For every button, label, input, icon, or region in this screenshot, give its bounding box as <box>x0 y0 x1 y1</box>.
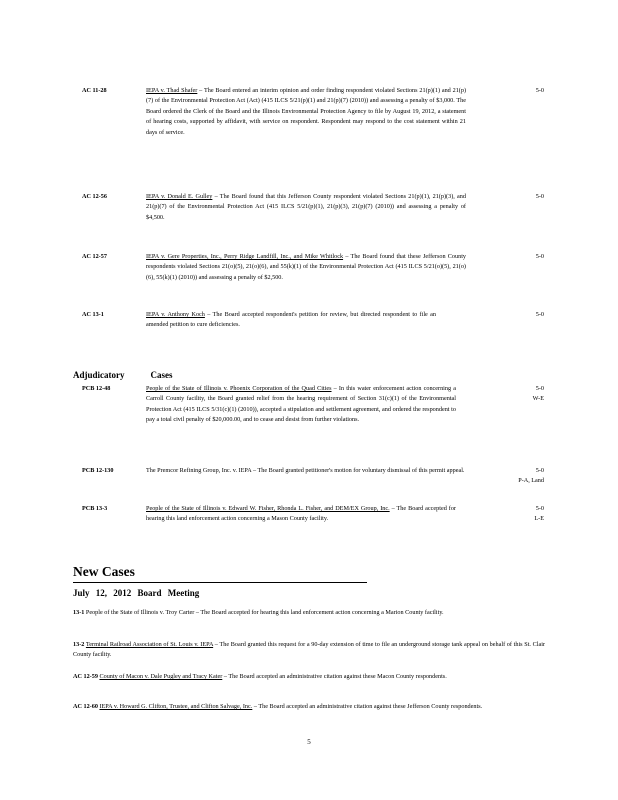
meeting-date-heading: July 12, 2012 Board Meeting <box>73 588 200 598</box>
case-entry <box>82 504 544 540</box>
vote-count: 5-0 <box>535 87 544 94</box>
case-entry <box>82 86 544 178</box>
vote-count: 5-0 <box>535 385 544 392</box>
case-number: AC 13-1 <box>82 311 104 318</box>
case-summary: People of the State of Illinois v. Phoenix Corporation of the Quad Cities – In this water enforcement action concerning a Carroll County facility, the Board granted relief from the hearing requirement of Section 31(c)(1) of the Environmental Protection Act (415 ILCS 5/31(c)(1) (2010)), accepted a stipulation and settlement agreement, and ordered the respondent to pay a total civil penalty of $20,000.00, and to cease and desist from further violations. <box>146 385 456 424</box>
case-caption: People of the State of Illinois v. Edward W. Fisher, Rhonda L. Fisher, and DEM/EX Group, Inc. <box>146 505 390 512</box>
case-entry <box>82 310 544 346</box>
case-caption: IEPA v. Thad Shafer <box>146 87 198 94</box>
vote-count: 5-0 <box>535 467 544 474</box>
case-number: 13-2 <box>73 641 85 648</box>
case-type: P-A, Land <box>518 477 544 484</box>
case-number: PCB 13-3 <box>82 505 108 512</box>
case-number: AC 12-57 <box>82 253 107 260</box>
case-caption: The Premcor Refining Group, Inc. v. IEPA <box>146 467 252 474</box>
vote-count: 5-0 <box>535 505 544 512</box>
case-number: PCB 12-48 <box>82 385 111 392</box>
case-number: 13-1 <box>73 609 85 616</box>
case-number: AC 11-28 <box>82 87 107 94</box>
case-number: AC 12-59 <box>73 673 98 680</box>
section-heading: Adjudicatory Cases <box>73 370 173 380</box>
case-summary: People of the State of Illinois v. Edward W. Fisher, Rhonda L. Fisher, and DEM/EX Group, Inc. – The Board accepted for hearing this land enforcement action concerning a Mason County facility. <box>146 505 456 523</box>
heading-rule <box>73 582 367 583</box>
case-caption: Terminal Railroad Association of St. Louis v. IEPA <box>85 641 214 648</box>
case-caption: County of Macon v. Dale Pugley and Tracy Kater <box>99 673 223 680</box>
case-caption: People of the State of Illinois v. Phoenix Corporation of the Quad Cities <box>146 385 332 392</box>
case-summary: IEPA v. Donald E. Gulley – The Board found that this Jefferson County respondent violated Sections 21(p)(1), 21(p)(3), and 21(p)(7) of the Environmental Protection Act (415 ILCS 5/21(p)(1), 21(p)(3), 21(p)(7) (2010)) and assessing a penalty of $4,500. <box>146 193 466 221</box>
vote-count: 5-0 <box>535 193 544 200</box>
case-caption: IEPA v. Howard G. Clifton, Trustee, and Clifton Salvage, Inc. <box>99 703 253 710</box>
case-caption: IEPA v. Gere Properties, Inc., Perry Ridge Landfill, Inc., and Mike Whitlock <box>146 253 344 260</box>
new-case-entry: 13-1 People of the State of Illinois v. Troy Carter – The Board accepted for hearing this land enforcement action concerning a Marion County facility. <box>73 609 444 616</box>
case-entry <box>82 384 544 454</box>
new-case-entry: AC 12-59 County of Macon v. Dale Pugley and Tracy Kater – The Board accepted an administrative citation against these Macon County respondents. <box>73 673 447 680</box>
case-entry <box>82 192 544 242</box>
new-cases-heading: New Cases <box>73 564 135 579</box>
case-type: W-E <box>532 395 544 402</box>
case-summary: IEPA v. Gere Properties, Inc., Perry Ridge Landfill, Inc., and Mike Whitlock – The Board found that these Jefferson County respondents violated Sections 21(o)(5), 21(o)(6), and 55(k)(1) of the Environmental Protection Act (415 ILCS 5/21(o)(5), 21(o)(6), 55(k)(1) (2010)) and assessing a penalty of $2,500. <box>146 253 467 281</box>
vote-count: 5-0 <box>535 311 544 318</box>
case-type: L-E <box>534 515 544 522</box>
case-entry <box>82 252 544 302</box>
case-entry <box>82 466 544 494</box>
new-case-entry: AC 12-60 IEPA v. Howard G. Clifton, Trustee, and Clifton Salvage, Inc. – The Board accepted an administrative citation against these Jefferson County respondents. <box>73 703 483 710</box>
case-summary: IEPA v. Thad Shafer – The Board entered an interim opinion and order finding respondent violated Sections 21(p)(1) and 21(p)(7) of the Environmental Protection Act (Act) (415 ILCS 5/21(p)(1) and 21(p)(7) (2010)) and assessing a penalty of $3,000. The Board ordered the Clerk of the Board and the Illinois Environmental Protection Agency to file by August 19, 2012, a statement of hearing costs, supported by affidavit, with service on respondent. Respondent may respond to the cost statement within 21 days of service. <box>146 87 467 136</box>
case-number: AC 12-60 <box>73 703 98 710</box>
case-summary: IEPA v. Anthony Koch – The Board accepted respondent's petition for review, but directed respondent to file an amended petition to cure deficiencies. <box>146 311 436 329</box>
case-caption: IEPA v. Donald E. Gulley <box>146 193 213 200</box>
case-number: PCB 12-130 <box>82 467 114 474</box>
case-summary: The Premcor Refining Group, Inc. v. IEPA – The Board granted petitioner's motion for voluntary dismissal of this permit appeal. <box>146 467 465 474</box>
new-case-entry: 13-2 Terminal Railroad Association of St. Louis v. IEPA – The Board granted this request for a 90-day extension of time to file an underground storage tank appeal on behalf of this St. Clair County facility. <box>73 641 546 659</box>
case-number: AC 12-56 <box>82 193 107 200</box>
case-caption: IEPA v. Anthony Koch <box>146 311 205 318</box>
page-number: 5 <box>307 738 311 746</box>
vote-count: 5-0 <box>535 253 544 260</box>
